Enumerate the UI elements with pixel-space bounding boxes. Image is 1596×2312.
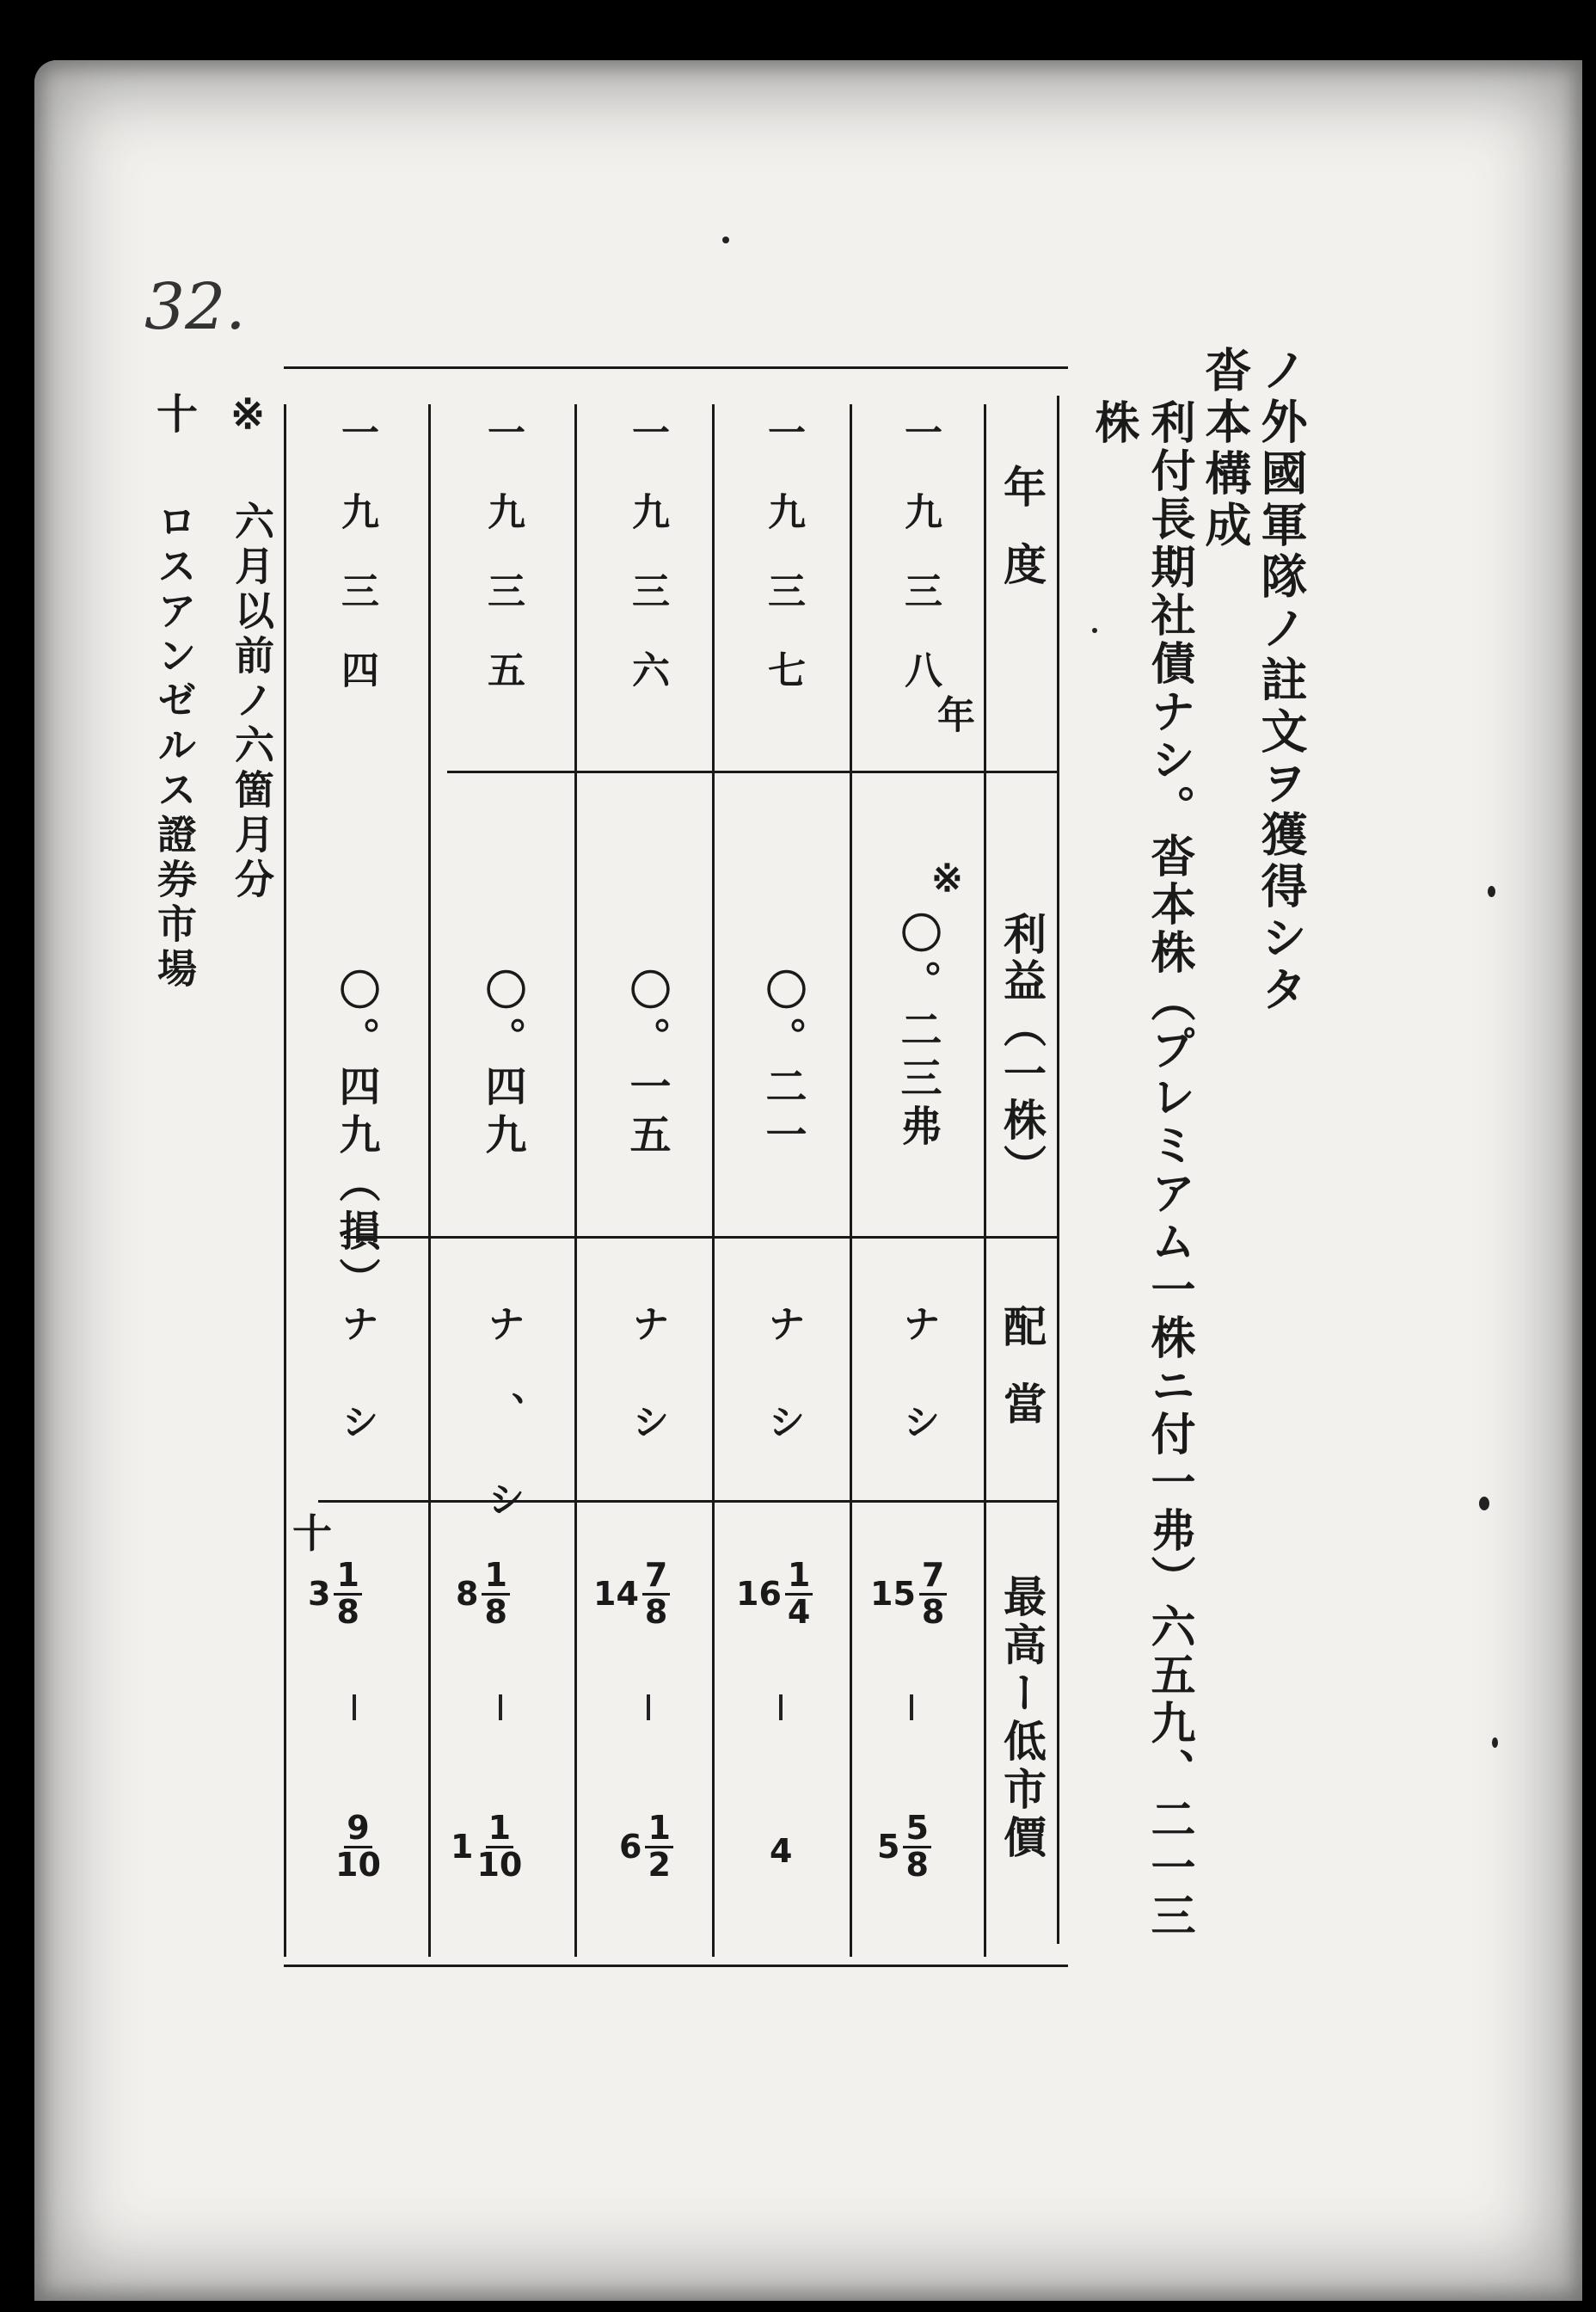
row-1938-low-price: [877, 1811, 931, 1883]
denominator: 10: [476, 1845, 523, 1884]
table-column-divider: [850, 404, 852, 1957]
denominator: 4: [787, 1592, 811, 1631]
whole: 5: [877, 1828, 900, 1866]
row-1935-range-dash: [499, 1694, 502, 1720]
table-left-border: [284, 404, 286, 1957]
numerator: 1: [785, 1559, 813, 1596]
row-1937-dividend: ナシ: [761, 1304, 805, 1500]
row-1934-dagger-mark: 十: [292, 1510, 332, 1557]
row-1934-profit: 〇。四九（損）: [332, 968, 380, 1306]
row-1937-range-dash: [779, 1694, 783, 1720]
scan-speck: [722, 237, 729, 243]
scan-speck: [1488, 886, 1495, 897]
row-1934-low-price: [332, 1811, 381, 1883]
numerator: 5: [903, 1811, 930, 1848]
heading-line-2: 沓本構成: [1198, 346, 1253, 552]
denominator: 10: [335, 1845, 381, 1884]
whole: 4: [770, 1832, 793, 1870]
table-column-divider: [428, 404, 431, 1957]
table-row-divider-dividend: [318, 1500, 1058, 1503]
table-column-divider-header: [984, 404, 986, 1957]
denominator: 8: [644, 1592, 668, 1631]
whole: 1: [451, 1828, 474, 1866]
row-1934-dividend: ナシ: [335, 1304, 378, 1500]
row-1937-high-price: [736, 1556, 813, 1631]
table-bottom-rule: [284, 1965, 1068, 1967]
numerator: 1: [334, 1559, 361, 1596]
row-1938-high-price: [870, 1556, 947, 1631]
row-1936-high-price: [593, 1556, 670, 1631]
numerator: 1: [645, 1811, 672, 1848]
row-1934-range-dash: [353, 1694, 356, 1720]
denominator: 8: [484, 1592, 507, 1631]
numerator: 1: [482, 1559, 509, 1596]
numerator: 1: [486, 1811, 513, 1848]
heading-line-1: ノ外國軍隊ノ註文ヲ獲得シタ: [1254, 346, 1309, 1017]
row-1935-profit: 〇。四九: [478, 968, 526, 1161]
row-1935-low-price: [451, 1811, 522, 1883]
row-1937-profit: 〇。二一: [758, 968, 807, 1161]
whole: 6: [619, 1828, 642, 1866]
row-1936-range-dash: [647, 1694, 650, 1720]
row-1938-range-dash: [910, 1694, 913, 1720]
row-1938-profit: 〇。二三弗: [893, 912, 942, 1153]
row-1935-dividend: ナ、シ: [481, 1304, 525, 1567]
row-1936-low-price: [619, 1811, 673, 1883]
scan-speck: [1492, 1737, 1498, 1748]
row-1938-dividend: ナシ: [896, 1304, 940, 1500]
row-1935-year: 一九三五: [481, 413, 525, 729]
row-1934-year: 一九三四: [335, 413, 378, 729]
numerator: 7: [642, 1559, 670, 1596]
row-1938-year: 一九三八: [898, 413, 942, 729]
header-price: 最高ー低市價: [997, 1574, 1047, 1863]
heading-line-4: 株: [1087, 399, 1139, 444]
row-1936-year: 一九三六: [625, 413, 669, 729]
whole: 16: [736, 1575, 782, 1614]
header-profit: 利益（一株）: [997, 912, 1047, 1190]
row-1936-dividend: ナシ: [625, 1304, 669, 1500]
row-1937-low-price: [770, 1832, 792, 1870]
scan-speck: [1479, 1497, 1489, 1510]
footnote-2-text: ロスアンゼルス證券市場: [151, 501, 198, 993]
denominator: 2: [648, 1845, 671, 1884]
table-row-divider-profit: [344, 1236, 1058, 1239]
heading-line-3: 利付長期社債ナシ。沓本株（プレミアム一株ニ付一弗）六五九、二一三: [1143, 399, 1195, 1940]
table-column-divider: [574, 404, 577, 1957]
table-right-border: [1057, 396, 1059, 1944]
table-row-divider-year: [447, 771, 1058, 773]
denominator: 8: [905, 1845, 929, 1884]
row-1938-year-suffix: 年: [930, 695, 974, 733]
row-1937-year: 一九三七: [761, 413, 805, 729]
scan-speck: [1092, 628, 1097, 633]
table-top-rule: [284, 366, 1068, 369]
whole: 15: [870, 1575, 916, 1614]
whole: 14: [593, 1575, 639, 1614]
footnote-1-mark: ※: [230, 390, 266, 439]
row-1936-profit: 〇。一五: [623, 968, 671, 1161]
whole: 3: [308, 1575, 331, 1614]
denominator: 8: [921, 1592, 945, 1631]
footnote-1-text: 六月以前ノ六箇月分: [229, 501, 275, 903]
row-1938-note-mark: ※: [931, 857, 963, 901]
footnote-2-mark: 十: [157, 390, 199, 439]
numerator: 7: [919, 1559, 947, 1596]
whole: 8: [456, 1575, 479, 1614]
header-dividend: 配當: [997, 1304, 1047, 1459]
row-1935-high-price: [456, 1556, 510, 1631]
row-1934-high-price: [308, 1556, 362, 1631]
document-sheet: [34, 60, 1582, 2301]
denominator: 8: [336, 1592, 359, 1631]
table-column-divider: [712, 404, 715, 1957]
page-number: 32.: [144, 270, 246, 344]
header-year: 年度: [997, 464, 1047, 619]
numerator: 9: [344, 1811, 371, 1848]
